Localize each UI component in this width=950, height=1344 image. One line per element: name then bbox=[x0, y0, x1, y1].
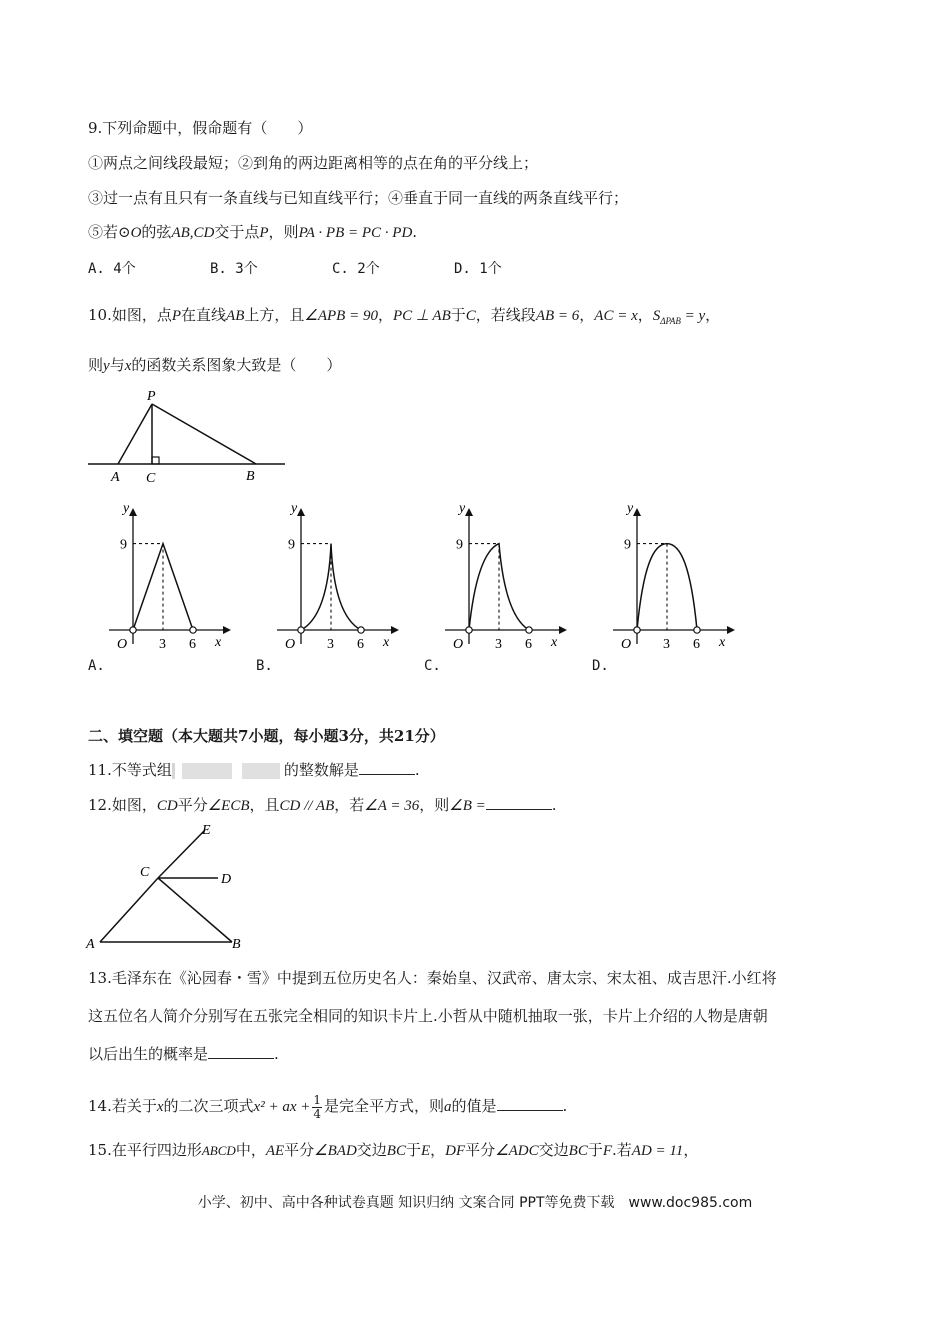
text: 中， bbox=[235, 1141, 266, 1159]
open-point-origin bbox=[466, 627, 472, 633]
segment-ac bbox=[100, 878, 158, 942]
text: 12.如图， bbox=[88, 796, 157, 814]
axis-label-x: x bbox=[719, 635, 726, 650]
tick-label-3: 3 bbox=[327, 637, 334, 652]
text: 的函数关系图象大致是（ ） bbox=[131, 356, 342, 374]
text: 于 bbox=[450, 306, 466, 324]
q12-figure bbox=[80, 822, 260, 957]
x-axis-arrow-icon bbox=[391, 626, 399, 634]
math: ABCD bbox=[201, 1143, 236, 1158]
origin-label: O bbox=[453, 637, 464, 652]
text: ，若线段 bbox=[475, 306, 536, 324]
text: ，且 bbox=[249, 796, 280, 814]
answer-blank bbox=[208, 1044, 274, 1059]
text: 平分 bbox=[465, 1141, 496, 1159]
answer-blank bbox=[359, 760, 415, 775]
q13-line-2: 这五位名人简介分别写在五张完全相同的知识卡片上.小哲从中随机抽取一张，卡片上介绍的人物是唐朝 bbox=[88, 1007, 768, 1025]
math: ∠B = bbox=[449, 798, 486, 814]
math: AB = 6 bbox=[535, 308, 580, 324]
text: 的值是 bbox=[451, 1097, 497, 1115]
q10-line-2 bbox=[88, 355, 341, 376]
label-d: D bbox=[221, 872, 232, 887]
math: O bbox=[130, 225, 142, 241]
text: 是完全平方式，则 bbox=[324, 1097, 445, 1115]
math: AE bbox=[265, 1143, 285, 1159]
text: 的弦 bbox=[141, 223, 172, 241]
text: ， bbox=[637, 306, 653, 324]
math: y bbox=[103, 358, 110, 374]
label-b: B bbox=[246, 469, 255, 484]
text: ， bbox=[377, 306, 393, 324]
math: ∠A = 36 bbox=[364, 798, 420, 814]
q11 bbox=[88, 760, 420, 780]
label-c: C bbox=[146, 471, 156, 486]
q13-line-3 bbox=[88, 1044, 279, 1064]
math: PA · PB = PC · PD bbox=[298, 225, 413, 241]
graph-label-a: A. bbox=[88, 658, 105, 674]
math: BC bbox=[386, 1143, 406, 1159]
axis-label-x: x bbox=[215, 635, 222, 650]
q9-stem: 9.下列命题中，假命题有（ ） bbox=[88, 119, 313, 137]
q14 bbox=[88, 1089, 567, 1124]
axis-label-x: x bbox=[383, 635, 390, 650]
text: . bbox=[274, 1045, 279, 1063]
math: ∠ADC bbox=[495, 1143, 539, 1159]
math: E bbox=[420, 1143, 431, 1159]
graph-label-c: C. bbox=[424, 658, 441, 674]
axis-label-y: y bbox=[459, 501, 466, 516]
origin-label: O bbox=[285, 637, 296, 652]
math: P bbox=[259, 225, 269, 241]
fraction-one-quarter bbox=[312, 1094, 322, 1121]
q9-statement-2: ③过一点有且只有一条直线与已知直线平行；④垂直于同一直线的两条直线平行； bbox=[88, 189, 629, 207]
open-point-six bbox=[358, 627, 364, 633]
text: . bbox=[414, 761, 420, 779]
tick-label-3: 3 bbox=[159, 637, 166, 652]
math: C bbox=[465, 308, 476, 324]
text: . bbox=[551, 796, 557, 814]
footer: 小学、初中、高中各种试卷真题 知识归纳 文案合同 PPT等免费下载 www.doc985.com bbox=[197, 1195, 753, 1211]
y-axis-arrow-icon bbox=[633, 508, 641, 516]
segment-pa bbox=[118, 404, 152, 464]
segment-pb bbox=[152, 404, 256, 464]
math: x bbox=[156, 1099, 164, 1115]
label-c: C bbox=[140, 865, 150, 880]
math: F bbox=[602, 1143, 613, 1159]
tick-label-6: 6 bbox=[189, 637, 196, 652]
text: . bbox=[562, 1097, 568, 1115]
tick-label-6: 6 bbox=[693, 637, 700, 652]
label-b: B bbox=[232, 937, 241, 952]
open-point-origin bbox=[298, 627, 304, 633]
math: S bbox=[652, 308, 661, 324]
math-sub: ΔPAB bbox=[660, 316, 681, 326]
graph-d bbox=[609, 496, 739, 656]
graph-label-b: B. bbox=[256, 658, 273, 674]
text: 于 bbox=[587, 1141, 603, 1159]
graph-label-d: D. bbox=[592, 658, 609, 674]
y-axis-arrow-icon bbox=[129, 508, 137, 516]
tick-label-6: 6 bbox=[357, 637, 364, 652]
origin-label: O bbox=[621, 637, 632, 652]
text: 以后出生的概率是 bbox=[88, 1045, 209, 1063]
text: ，则 bbox=[419, 796, 450, 814]
text: 在直线 bbox=[181, 306, 227, 324]
label-e: E bbox=[202, 823, 211, 838]
text: 则 bbox=[88, 356, 104, 374]
text: .若 bbox=[612, 1141, 632, 1159]
text: ， bbox=[683, 1141, 699, 1159]
tick-label-9: 9 bbox=[456, 537, 463, 553]
option-a: A. 4个 bbox=[88, 261, 136, 277]
q10-line-1 bbox=[88, 305, 720, 331]
tick-label-3: 3 bbox=[663, 637, 670, 652]
math: PC ⊥ AB bbox=[392, 308, 451, 324]
option-d: D. 1个 bbox=[454, 261, 502, 277]
math: ∠BAD bbox=[314, 1143, 357, 1159]
tick-label-9: 9 bbox=[624, 537, 631, 553]
y-axis-arrow-icon bbox=[297, 508, 305, 516]
q15 bbox=[88, 1140, 698, 1161]
q12 bbox=[88, 795, 557, 816]
q9-statement-1: ①两点之间线段最短；②到角的两边距离相等的点在角的平分线上； bbox=[88, 154, 539, 172]
math: AB bbox=[226, 308, 245, 324]
q10-triangle-figure bbox=[80, 384, 300, 489]
text: 14.若关于 bbox=[88, 1097, 157, 1115]
option-b: B. 3个 bbox=[210, 261, 258, 277]
text: 交于点 bbox=[214, 223, 260, 241]
tick-label-9: 9 bbox=[288, 537, 295, 553]
text: 交边 bbox=[538, 1141, 569, 1159]
graph-b bbox=[273, 496, 403, 656]
text: ，若 bbox=[334, 796, 365, 814]
text: 平分 bbox=[284, 1141, 315, 1159]
math: P bbox=[171, 308, 182, 324]
axis-label-y: y bbox=[291, 501, 298, 516]
open-point-six bbox=[526, 627, 532, 633]
math: ∠APB = 90 bbox=[304, 308, 378, 324]
text: 于 bbox=[405, 1141, 421, 1159]
open-point-six bbox=[190, 627, 196, 633]
math: x² + ax + bbox=[253, 1099, 311, 1115]
inequality-system-image bbox=[172, 763, 284, 779]
math: CD bbox=[156, 798, 178, 814]
ray-ce bbox=[158, 830, 205, 878]
text: 平分 bbox=[177, 796, 208, 814]
text: ， bbox=[705, 306, 721, 324]
denominator: 4 bbox=[313, 1106, 321, 1121]
math: = y bbox=[680, 308, 706, 324]
x-axis-arrow-icon bbox=[559, 626, 567, 634]
axis-label-x: x bbox=[551, 635, 558, 650]
text: 的二次三项式 bbox=[163, 1097, 254, 1115]
answer-blank bbox=[486, 795, 552, 810]
text: ，则 bbox=[268, 223, 299, 241]
tick-label-9: 9 bbox=[120, 537, 127, 553]
tick-label-3: 3 bbox=[495, 637, 502, 652]
math: CD // AB bbox=[279, 798, 335, 814]
open-point-origin bbox=[130, 627, 136, 633]
text: ， bbox=[430, 1141, 446, 1159]
section-2-heading: 二、填空题（本大题共7小题，每小题3分，共21分） bbox=[88, 727, 445, 745]
text: 上方，且 bbox=[244, 306, 305, 324]
math: AC = x bbox=[594, 308, 638, 324]
graph-c bbox=[441, 496, 571, 656]
text: 15.在平行四边形 bbox=[88, 1141, 202, 1159]
text: 交边 bbox=[356, 1141, 387, 1159]
math: AB,CD bbox=[171, 225, 215, 241]
option-c: C. 2个 bbox=[332, 261, 380, 277]
q9-options bbox=[88, 258, 576, 279]
axis-label-y: y bbox=[123, 501, 130, 516]
axis-label-y: y bbox=[627, 501, 634, 516]
math: x bbox=[124, 358, 132, 374]
text: 的整数解是 bbox=[283, 761, 359, 779]
answer-blank bbox=[497, 1096, 563, 1111]
x-axis-arrow-icon bbox=[727, 626, 735, 634]
math: DF bbox=[445, 1143, 466, 1159]
right-angle-mark bbox=[152, 457, 159, 464]
text: 与 bbox=[109, 356, 125, 374]
tick-label-6: 6 bbox=[525, 637, 532, 652]
label-p: P bbox=[147, 389, 156, 404]
origin-label: O bbox=[117, 637, 128, 652]
label-a: A bbox=[86, 937, 95, 952]
y-axis-arrow-icon bbox=[465, 508, 473, 516]
text: ， bbox=[579, 306, 595, 324]
graph-a bbox=[105, 496, 235, 656]
x-axis-arrow-icon bbox=[223, 626, 231, 634]
math: ∠ECB bbox=[207, 798, 250, 814]
q13-line-1: 13.毛泽东在《沁园春・雪》中提到五位历史名人：秦始皇、汉武帝、唐太宗、宋太祖、成吉思汗.小红将 bbox=[88, 969, 777, 987]
text: . bbox=[412, 223, 418, 241]
numerator: 1 bbox=[313, 1092, 321, 1107]
open-point-six bbox=[694, 627, 700, 633]
math: AD = 11 bbox=[631, 1143, 684, 1159]
label-a: A bbox=[111, 470, 120, 485]
math: a bbox=[444, 1099, 452, 1115]
open-point-origin bbox=[634, 627, 640, 633]
q9-statement-3 bbox=[88, 222, 417, 243]
text: 10.如图，点 bbox=[88, 306, 172, 324]
math: BC bbox=[568, 1143, 588, 1159]
text: 11.不等式组 bbox=[88, 761, 172, 779]
segment-cb bbox=[158, 878, 232, 942]
text: ⑤若⊙ bbox=[88, 223, 131, 241]
